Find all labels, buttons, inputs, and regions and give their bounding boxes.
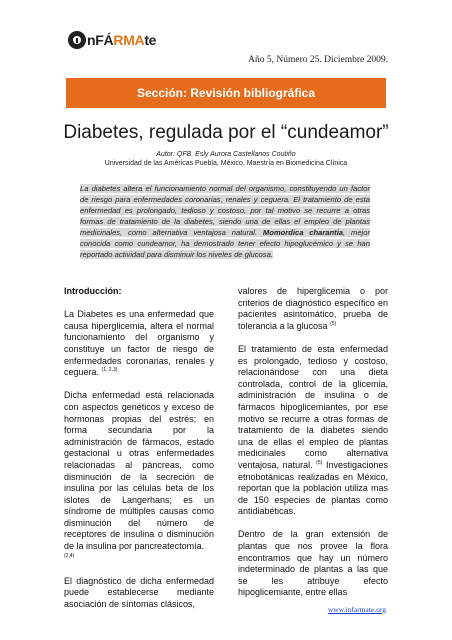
intro-heading: Introducción:: [64, 286, 122, 296]
right-paragraph-1: [238, 286, 388, 332]
left-column: [64, 286, 214, 622]
intro-paragraph-3: El diagnóstico de dicha enfermedad puede establecerse mediante asociación de síntomas clásicos,: [64, 575, 214, 610]
section-banner: [66, 78, 386, 108]
logo-text: [87, 32, 156, 48]
intro-paragraph-1-text: La Diabetes es una enfermedad que causa hiperglicemia, altera el normal funcionamiento del organismo y constituye un factor de riesgo de enfermedades coronarias, renales y ceguera.: [64, 309, 214, 378]
intro-paragraph-2-text: Dicha enfermedad está relacionada con aspectos genéticos y exceso de hormonas propias del estrés; en forma secundaria por la administración de fármacos, estado gestacional u otras enfermedades relacionadas al páncreas, como disminución de la secreción de insulina por las células beta de los islotes de Langerhans; es un síndrome de múltiples causas como disminución del número de receptores de insulina o disminución de la insulina por pancreatectomía.: [64, 390, 214, 552]
right-paragraph-2: [238, 344, 388, 518]
author-line: Autor: QFB. Esly Aurora Castellanos Coutiño: [156, 151, 296, 158]
reference-marker: (1, 2,3): [101, 367, 118, 374]
affiliation-line: Universidad de las Américas Puebla, México. Maestría en Biomedicina Clínica: [104, 160, 348, 167]
abstract-text-1: La diabetes altera el funcionamiento normal del organismo, constituyendo un factor de riesgo para enfermedades coronarias, renales y ceguera. El tratamiento de esta enfermedad es prolongado, tedioso y costoso, por tal motivo se recurre a otras formas de tratamiento de la diabetes, siendo una de ellas el empleo de plantas medicinales, como alternativa ventajosa natural.: [80, 184, 370, 237]
article-title: Diabetes, regulada por el “cundeamor”: [63, 122, 389, 143]
intro-paragraph-2: [64, 390, 214, 564]
right-column: [238, 286, 388, 611]
reference-marker: (5): [316, 459, 323, 466]
website-link[interactable]: www.infarmate.org: [327, 605, 386, 614]
abstract-text-2: , mejor conocida como cundeamor, ha demostrado tener efecto hipoglucémico y se han reportado actividad para disminuir los niveles de glucosa.: [80, 228, 370, 259]
right-paragraph-2-continuation: Investigaciones etnobotánicas realizadas en México, reportan que la población utiliza mas de 150 especies de plantas como antidiabéticas.: [238, 459, 388, 517]
logo: [68, 31, 156, 49]
issue-line: Año 5, Número 25. Diciembre 2009.: [248, 55, 388, 65]
abstract: [80, 183, 370, 260]
right-paragraph-2-text: El tratamiento de esta enfermedad es prolongado, tedioso y costoso, relacionándose con una dieta controlada, control de la glicemia, administración de insulina o de fármacos hipoglicemiantes, por ese motivo se recurre a otras formas de tratamiento de la diabetes siendo una de ellas el empleo de plantas medicinales como alternativa ventajosa, natural.: [238, 343, 388, 470]
reference-marker: (2,4): [64, 552, 75, 559]
right-paragraph-3: Dentro de la gran extensión de plantas que nos provee la flora encontramos que hay un número indeterminado de plantas a las que se les atribuye efecto hipoglicemiante, entre ellas: [238, 529, 388, 598]
right-paragraph-1-text: valores de hiperglicemia o por criterios de diagnóstico específico en pacientes asintomático, prueba de tolerancia a la glucosa: [238, 286, 388, 331]
reference-marker: (5): [330, 320, 337, 327]
logo-part-2: RMA: [113, 32, 145, 48]
intro-paragraph-1: [64, 309, 214, 379]
abstract-highlight: [80, 184, 370, 259]
abstract-species-name: Momordica charantia: [262, 228, 344, 237]
section-banner-label: Sección: Revisión bibliográfica: [136, 86, 316, 100]
logo-part-1: nFÁ: [87, 32, 114, 48]
info-icon: [68, 31, 86, 49]
logo-part-3: te: [144, 32, 157, 48]
